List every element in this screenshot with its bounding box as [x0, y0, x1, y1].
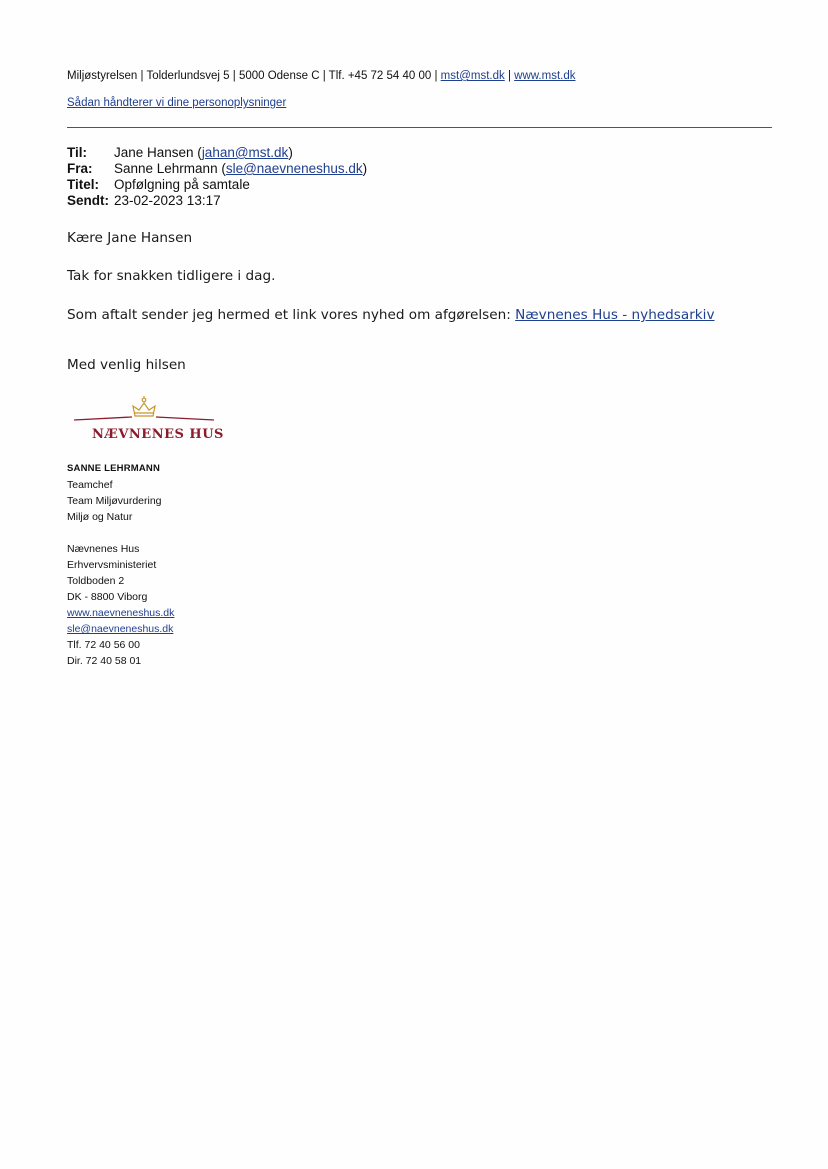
- signature-direct: Dir. 72 40 58 01: [67, 655, 142, 667]
- crown-icon: [72, 394, 216, 424]
- from-name: Sanne Lehrmann (: [114, 161, 226, 176]
- logo-wordmark: NÆVNENES HUS: [92, 427, 224, 442]
- signature-city: DK - 8800 Viborg: [67, 591, 148, 603]
- body-line-2: [67, 307, 715, 323]
- to-close: ): [288, 145, 293, 160]
- org-web-link[interactable]: www.mst.dk: [514, 70, 576, 82]
- closing: Med venlig hilsen: [67, 357, 186, 373]
- sent-value: 23-02-2023 13:17: [114, 193, 221, 208]
- title-value: Opfølgning på samtale: [114, 177, 250, 192]
- signature-role: Teamchef: [67, 479, 113, 491]
- to-email-link[interactable]: jahan@mst.dk: [201, 145, 289, 160]
- greeting: Kære Jane Hansen: [67, 230, 193, 246]
- org-email-link[interactable]: mst@mst.dk: [440, 70, 505, 82]
- meta-sent-row: [67, 193, 221, 209]
- sent-label: Sendt:: [67, 193, 109, 208]
- org-address: Miljøstyrelsen | Tolderlundsvej 5 | 5000 Odense C | Tlf. +45 72 54 40 00 |: [67, 70, 438, 82]
- signature-email-link[interactable]: sle@naevneneshus.dk: [67, 623, 174, 635]
- signature-org: Nævnenes Hus: [67, 543, 140, 555]
- signature-dept: Miljø og Natur: [67, 511, 133, 523]
- signature-name: SANNE LEHRMANN: [67, 463, 161, 474]
- to-name: Jane Hansen (: [114, 145, 202, 160]
- signature-web-link[interactable]: www.naevneneshus.dk: [67, 607, 175, 619]
- from-close: ): [362, 161, 368, 176]
- naevnenes-hus-logo: [72, 394, 224, 444]
- meta-title-row: [67, 177, 250, 193]
- signature-block: [67, 461, 174, 669]
- header-separator: |: [507, 70, 511, 82]
- org-header-line: [67, 70, 576, 82]
- header-divider: [67, 127, 772, 128]
- title-label: Titel:: [67, 177, 100, 192]
- signature-ministry: Erhvervsministeriet: [67, 559, 157, 571]
- signature-team: Team Miljøvurdering: [67, 495, 162, 507]
- from-email-link[interactable]: sle@naevneneshus.dk: [225, 161, 363, 176]
- privacy-link[interactable]: Sådan håndterer vi dine personoplysninger: [67, 97, 287, 109]
- news-archive-link[interactable]: Nævnenes Hus - nyhedsarkiv: [515, 307, 715, 323]
- meta-to-row: [67, 145, 293, 161]
- body-line-2-text: Som aftalt sender jeg hermed et link vores nyhed om afgørelsen:: [67, 307, 511, 323]
- from-label: Fra:: [67, 161, 93, 176]
- meta-from-row: [67, 161, 367, 177]
- body-line-1: Tak for snakken tidligere i dag.: [67, 268, 276, 284]
- signature-street: Toldboden 2: [67, 575, 125, 587]
- to-label: Til:: [67, 145, 87, 160]
- signature-phone: Tlf. 72 40 56 00: [67, 639, 140, 651]
